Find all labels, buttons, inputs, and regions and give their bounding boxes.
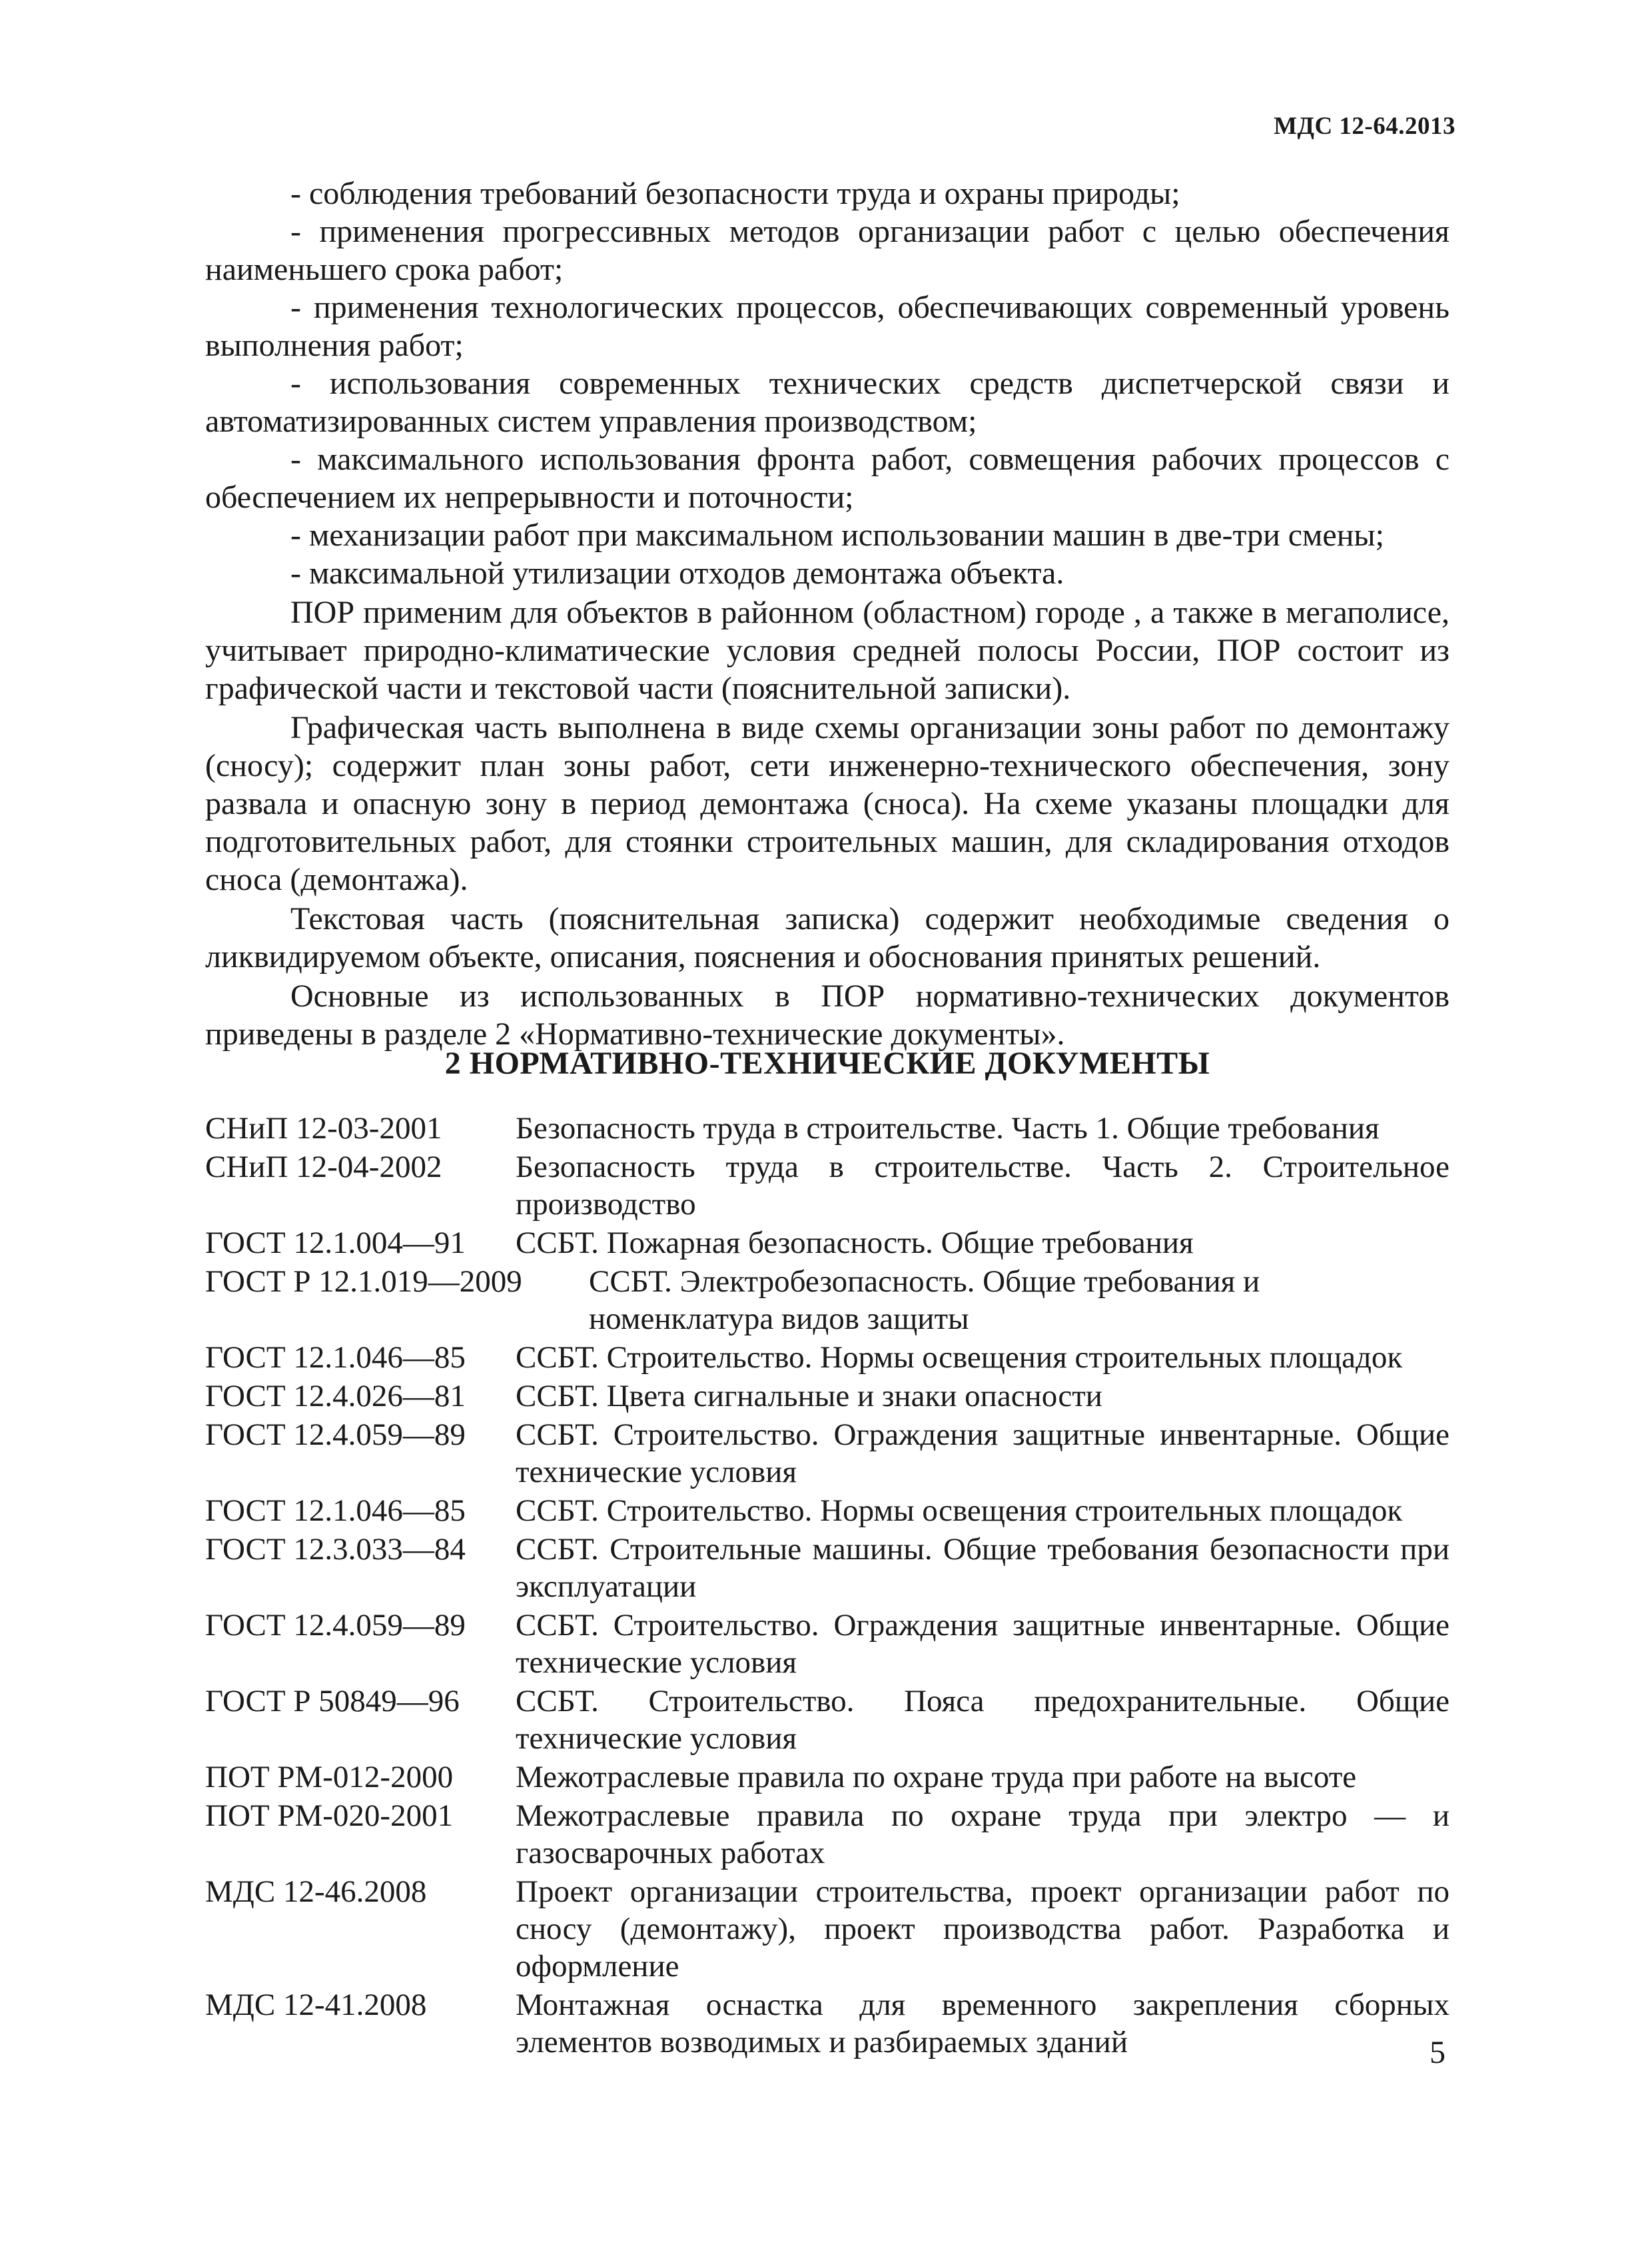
document-code: ГОСТ 12.3.033—84 xyxy=(205,1532,466,1567)
document-code: ПОТ РМ-020-2001 xyxy=(205,1798,454,1833)
document-title: Проект организации строительства, проект организации работ по сносу (демонтажу), проект производства работ. Разработка и оформление xyxy=(516,1874,1449,1984)
document-code: ПОТ РМ-012-2000 xyxy=(205,1760,454,1794)
bullet-paragraph: - максимальной утилизации отходов демонтажа объекта. xyxy=(290,556,1064,591)
document-title: ССБТ. Строительство. Пояса предохранительные. Общие технические условия xyxy=(516,1684,1449,1756)
body-paragraph: Текстовая часть (пояснительная записка) содержит необходимые сведения о ликвидируемом объекте, описания, пояснения и обоснования принятых решений. xyxy=(205,901,1449,974)
document-title: ССБТ. Строительство. Ограждения защитные инвентарные. Общие технические условия xyxy=(516,1417,1449,1489)
document-code: СНиП 12-04-2002 xyxy=(205,1150,442,1184)
document-code: СНиП 12-03-2001 xyxy=(205,1111,442,1146)
bullet-paragraph: - применения прогрессивных методов организации работ с целью обеспечения наименьшего срока работ; xyxy=(205,214,1449,287)
list-item xyxy=(205,1377,1449,1415)
document-code: ГОСТ 12.4.059—89 xyxy=(205,1417,466,1452)
bullet-paragraph: - использования современных технических средств диспетчерской связи и автоматизированных систем управления производством; xyxy=(205,366,1449,439)
document-title: Монтажная оснастка для временного закрепления сборных элементов возводимых и разбираемых зданий xyxy=(516,1988,1449,2059)
document-title: ССБТ. Строительство. Ограждения защитные инвентарные. Общие технические условия xyxy=(516,1608,1449,1680)
list-item xyxy=(205,1873,1449,1985)
list-item xyxy=(205,1110,1449,1147)
normative-documents-list xyxy=(205,1110,1449,2062)
document-code: ГОСТ 12.1.046—85 xyxy=(205,1340,466,1375)
document-title: Безопасность труда в строительстве. Часть 2. Строительное производство xyxy=(516,1150,1449,1222)
document-title: ССБТ. Строительство. Нормы освещения строительных площадок xyxy=(516,1493,1403,1528)
list-item xyxy=(205,1607,1449,1681)
body-paragraph: ПОР применим для объектов в районном (областном) городе , а также в мегаполисе, учитывает природно-климатические условия средней полосы России, ПОР состоит из графической части и текстовой части (пояснительной записки). xyxy=(205,595,1449,706)
document-code: ГОСТ 12.4.059—89 xyxy=(205,1608,466,1643)
list-item xyxy=(205,1531,1449,1605)
bullet-paragraph: - соблюдения требований безопасности труда и охраны природы; xyxy=(290,176,1180,211)
bullet-paragraph: - применения технологических процессов, обеспечивающих современный уровень выполнения работ; xyxy=(205,290,1449,363)
document-title: ССБТ. Строительные машины. Общие требования безопасности при эксплуатации xyxy=(516,1532,1449,1604)
list-item xyxy=(205,1682,1449,1757)
document-title: ССБТ. Электробезопасность. Общие требования и номенклатура видов защиты xyxy=(589,1264,1260,1336)
list-item xyxy=(205,1263,1449,1337)
document-code: ГОСТ 12.4.026—81 xyxy=(205,1379,466,1413)
list-item xyxy=(205,1492,1449,1529)
list-item xyxy=(205,1797,1449,1872)
intro-text xyxy=(205,175,1449,1053)
list-item xyxy=(205,1416,1449,1491)
document-title: ССБТ. Строительство. Нормы освещения строительных площадок xyxy=(516,1340,1403,1375)
document-code-header: МДС 12-64.2013 xyxy=(1274,113,1455,140)
list-item xyxy=(205,1758,1449,1796)
bullet-paragraph: - механизации работ при максимальном использовании машин в две-три смены; xyxy=(290,518,1385,553)
list-item xyxy=(205,1148,1449,1223)
document-title: Межотраслевые правила по охране труда при электро — и газосварочных работах xyxy=(516,1798,1449,1870)
document-code: ГОСТ Р 12.1.019—2009 xyxy=(205,1264,522,1299)
document-code: МДС 12-41.2008 xyxy=(205,1988,427,2022)
document-title: ССБТ. Пожарная безопасность. Общие требования xyxy=(516,1226,1194,1260)
document-code: ГОСТ Р 50849—96 xyxy=(205,1684,460,1718)
bullet-paragraph: - максимального использования фронта работ, совмещения рабочих процессов с обеспечением их непрерывности и поточности; xyxy=(205,442,1449,515)
document-title: Безопасность труда в строительстве. Часть 1. Общие требования xyxy=(516,1111,1380,1146)
document-code: ГОСТ 12.1.004—91 xyxy=(205,1226,466,1260)
section-title: 2 НОРМАТИВНО-ТЕХНИЧЕСКИЕ ДОКУМЕНТЫ xyxy=(444,1046,1210,1081)
document-title: ССБТ. Цвета сигнальные и знаки опасности xyxy=(516,1379,1102,1413)
page-number: 5 xyxy=(1430,2035,1446,2070)
document-code: МДС 12-46.2008 xyxy=(205,1874,427,1909)
body-paragraph: Графическая часть выполнена в виде схемы организации зоны работ по демонтажу (сносу); содержит план зоны работ, сети инженерно-технического обеспечения, зону развала и опасную зону в период демонтажа (сноса). На схеме указаны площадки для подготовительных работ, для стоянки строительных машин, для складирования отходов сноса (демонтажа). xyxy=(205,710,1449,897)
list-item xyxy=(205,1224,1449,1262)
body-paragraph: Основные из использованных в ПОР нормативно-технических документов приведены в разделе 2 «Нормативно-технические документы». xyxy=(205,978,1449,1052)
list-item xyxy=(205,1339,1449,1376)
document-code: ГОСТ 12.1.046—85 xyxy=(205,1493,466,1528)
document-title: Межотраслевые правила по охране труда при работе на высоте xyxy=(516,1760,1357,1794)
list-item xyxy=(205,1986,1449,2061)
